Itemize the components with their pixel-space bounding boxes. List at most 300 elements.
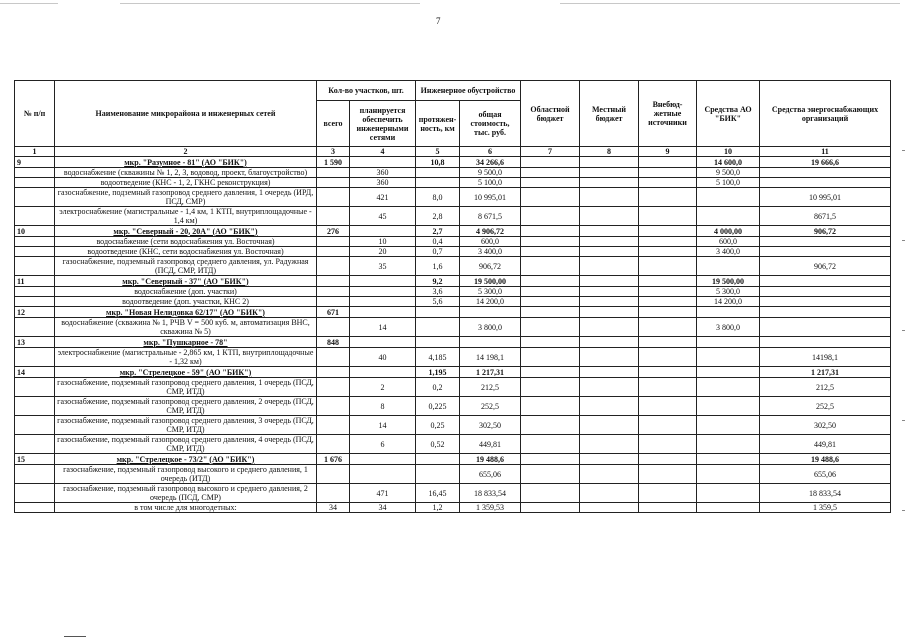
length-cell: 10,8 bbox=[416, 157, 460, 168]
local-budget-cell bbox=[580, 416, 639, 435]
row-number-cell bbox=[15, 318, 55, 337]
local-budget-cell bbox=[580, 157, 639, 168]
local-budget-cell bbox=[580, 247, 639, 257]
name-cell: электроснабжение (магистральные - 1,4 км, 1 КТП, внутриплощадочные - 1,4 км) bbox=[55, 207, 317, 226]
regional-budget-cell bbox=[521, 307, 580, 318]
length-cell: 1,6 bbox=[416, 257, 460, 276]
total-plots-cell bbox=[317, 318, 350, 337]
local-budget-cell bbox=[580, 465, 639, 484]
length-cell: 1,2 bbox=[416, 503, 460, 513]
energy-funds-cell: 14198,1 bbox=[760, 348, 891, 367]
planned-plots-cell bbox=[350, 367, 416, 378]
regional-budget-cell bbox=[521, 287, 580, 297]
name-cell: мкр. "Стрелецкое - 73/2" (АО "БИК") bbox=[55, 454, 317, 465]
bik-funds-cell bbox=[697, 378, 760, 397]
bik-funds-cell bbox=[697, 435, 760, 454]
name-cell: мкр. "Пушкарное - 78" bbox=[55, 337, 317, 348]
energy-funds-cell bbox=[760, 178, 891, 188]
table-row bbox=[15, 188, 891, 207]
cost-cell: 4 906,72 bbox=[460, 226, 521, 237]
length-cell bbox=[416, 318, 460, 337]
length-cell: 1,195 bbox=[416, 367, 460, 378]
table-row bbox=[15, 237, 891, 247]
local-budget-cell bbox=[580, 226, 639, 237]
energy-funds-cell: 212,5 bbox=[760, 378, 891, 397]
column-number-row bbox=[15, 147, 891, 157]
length-cell: 4,185 bbox=[416, 348, 460, 367]
header-energy-funds: Средства энергоснабжающих организаций bbox=[760, 81, 891, 147]
planned-plots-cell: 14 bbox=[350, 318, 416, 337]
extra-budget-cell bbox=[639, 397, 697, 416]
row-number-cell: 11 bbox=[15, 276, 55, 287]
table-row bbox=[15, 484, 891, 503]
length-cell: 0,52 bbox=[416, 435, 460, 454]
energy-funds-cell bbox=[760, 318, 891, 337]
table-row bbox=[15, 367, 891, 378]
local-budget-cell bbox=[580, 297, 639, 307]
row-number-cell: 15 bbox=[15, 454, 55, 465]
energy-funds-cell: 252,5 bbox=[760, 397, 891, 416]
table-row bbox=[15, 416, 891, 435]
regional-budget-cell bbox=[521, 367, 580, 378]
extra-budget-cell bbox=[639, 157, 697, 168]
table-row bbox=[15, 276, 891, 287]
cost-cell: 9 500,0 bbox=[460, 168, 521, 178]
name-cell: водоснабжение (сети водоснабжения ул. Восточная) bbox=[55, 237, 317, 247]
bik-funds-cell bbox=[697, 188, 760, 207]
local-budget-cell bbox=[580, 503, 639, 513]
row-number-cell bbox=[15, 287, 55, 297]
bik-funds-cell bbox=[697, 348, 760, 367]
cost-cell: 14 198,1 bbox=[460, 348, 521, 367]
energy-funds-cell: 906,72 bbox=[760, 226, 891, 237]
regional-budget-cell bbox=[521, 247, 580, 257]
cost-cell: 14 200,0 bbox=[460, 297, 521, 307]
cost-cell: 655,06 bbox=[460, 465, 521, 484]
energy-funds-cell: 19 666,6 bbox=[760, 157, 891, 168]
name-cell: газоснабжение, подземный газопровод высокого и среднего давления, 2 очередь (ПСД, СМР) bbox=[55, 484, 317, 503]
header-name: Наименование микрорайона и инженерных сетей bbox=[55, 81, 317, 147]
column-number-cell: 4 bbox=[350, 147, 416, 157]
extra-budget-cell bbox=[639, 257, 697, 276]
length-cell: 8,0 bbox=[416, 188, 460, 207]
column-number-cell: 6 bbox=[460, 147, 521, 157]
column-number-cell: 1 bbox=[15, 147, 55, 157]
column-number-cell: 10 bbox=[697, 147, 760, 157]
table-row bbox=[15, 207, 891, 226]
total-plots-cell bbox=[317, 348, 350, 367]
regional-budget-cell bbox=[521, 207, 580, 226]
regional-budget-cell bbox=[521, 257, 580, 276]
table-row bbox=[15, 307, 891, 318]
table-row bbox=[15, 178, 891, 188]
name-cell: мкр. "Новая Нелидовка 62/17" (АО "БИК") bbox=[55, 307, 317, 318]
bik-funds-cell: 5 300,0 bbox=[697, 287, 760, 297]
cost-cell: 18 833,54 bbox=[460, 484, 521, 503]
extra-budget-cell bbox=[639, 378, 697, 397]
cost-cell: 3 800,0 bbox=[460, 318, 521, 337]
bik-funds-cell: 14 200,0 bbox=[697, 297, 760, 307]
extra-budget-cell bbox=[639, 237, 697, 247]
name-cell: водоотведение (КНС, сети водоснабжения ул. Восточная) bbox=[55, 247, 317, 257]
cost-cell: 5 300,0 bbox=[460, 287, 521, 297]
cost-cell: 1 217,31 bbox=[460, 367, 521, 378]
total-plots-cell bbox=[317, 484, 350, 503]
energy-funds-cell: 906,72 bbox=[760, 257, 891, 276]
local-budget-cell bbox=[580, 276, 639, 287]
regional-budget-cell bbox=[521, 435, 580, 454]
total-plots-cell bbox=[317, 188, 350, 207]
extra-budget-cell bbox=[639, 416, 697, 435]
table-body bbox=[15, 157, 891, 513]
regional-budget-cell bbox=[521, 226, 580, 237]
length-cell: 0,25 bbox=[416, 416, 460, 435]
header-bik-funds: Средства АО "БИК" bbox=[697, 81, 760, 147]
infrastructure-table bbox=[14, 80, 891, 513]
total-plots-cell bbox=[317, 247, 350, 257]
header-plots-group: Кол-во участков, шт. bbox=[317, 81, 416, 101]
regional-budget-cell bbox=[521, 237, 580, 247]
bik-funds-cell bbox=[697, 503, 760, 513]
local-budget-cell bbox=[580, 287, 639, 297]
bik-funds-cell bbox=[697, 337, 760, 348]
header-cost: общая стоимость, тыс. руб. bbox=[460, 101, 521, 147]
name-cell: мкр. "Северный - 37" (АО "БИК") bbox=[55, 276, 317, 287]
energy-funds-cell bbox=[760, 287, 891, 297]
planned-plots-cell: 40 bbox=[350, 348, 416, 367]
extra-budget-cell bbox=[639, 226, 697, 237]
row-number-cell bbox=[15, 168, 55, 178]
energy-funds-cell: 18 833,54 bbox=[760, 484, 891, 503]
local-budget-cell bbox=[580, 318, 639, 337]
regional-budget-cell bbox=[521, 454, 580, 465]
regional-budget-cell bbox=[521, 297, 580, 307]
length-cell: 9,2 bbox=[416, 276, 460, 287]
extra-budget-cell bbox=[639, 337, 697, 348]
bottom-rule bbox=[64, 636, 86, 637]
energy-funds-cell bbox=[760, 237, 891, 247]
planned-plots-cell: 10 bbox=[350, 237, 416, 247]
row-number-cell bbox=[15, 378, 55, 397]
page-number: 7 bbox=[436, 16, 441, 26]
total-plots-cell: 1 676 bbox=[317, 454, 350, 465]
planned-plots-cell bbox=[350, 307, 416, 318]
length-cell: 16,45 bbox=[416, 484, 460, 503]
total-plots-cell bbox=[317, 168, 350, 178]
extra-budget-cell bbox=[639, 178, 697, 188]
energy-funds-cell bbox=[760, 307, 891, 318]
regional-budget-cell bbox=[521, 157, 580, 168]
length-cell bbox=[416, 337, 460, 348]
extra-budget-cell bbox=[639, 465, 697, 484]
regional-budget-cell bbox=[521, 378, 580, 397]
table-row bbox=[15, 465, 891, 484]
planned-plots-cell: 20 bbox=[350, 247, 416, 257]
cost-cell: 906,72 bbox=[460, 257, 521, 276]
column-number-cell: 5 bbox=[416, 147, 460, 157]
cost-cell: 3 400,0 bbox=[460, 247, 521, 257]
row-number-cell: 14 bbox=[15, 367, 55, 378]
row-number-cell bbox=[15, 416, 55, 435]
name-cell: в том числе для многодетных: bbox=[55, 503, 317, 513]
total-plots-cell bbox=[317, 367, 350, 378]
planned-plots-cell: 471 bbox=[350, 484, 416, 503]
extra-budget-cell bbox=[639, 348, 697, 367]
header-regional-budget: Областной бюджет bbox=[521, 81, 580, 147]
bik-funds-cell bbox=[697, 397, 760, 416]
planned-plots-cell: 2 bbox=[350, 378, 416, 397]
planned-plots-cell bbox=[350, 287, 416, 297]
header-planned: планируется обеспечить инженерными сетями bbox=[350, 101, 416, 147]
column-number-cell: 7 bbox=[521, 147, 580, 157]
name-cell: водоотведение (КНС - 1, 2, ГКНС реконструкция) bbox=[55, 178, 317, 188]
row-number-cell bbox=[15, 257, 55, 276]
planned-plots-cell: 35 bbox=[350, 257, 416, 276]
extra-budget-cell bbox=[639, 367, 697, 378]
regional-budget-cell bbox=[521, 318, 580, 337]
cost-cell bbox=[460, 337, 521, 348]
regional-budget-cell bbox=[521, 465, 580, 484]
length-cell: 2,7 bbox=[416, 226, 460, 237]
local-budget-cell bbox=[580, 178, 639, 188]
header-engineering-group: Инженерное обустройство bbox=[416, 81, 521, 101]
local-budget-cell bbox=[580, 348, 639, 367]
regional-budget-cell bbox=[521, 416, 580, 435]
column-number-cell: 8 bbox=[580, 147, 639, 157]
header-length: протяжен-ность, км bbox=[416, 101, 460, 147]
regional-budget-cell bbox=[521, 188, 580, 207]
top-rule-left bbox=[0, 3, 58, 4]
regional-budget-cell bbox=[521, 397, 580, 416]
length-cell: 3,6 bbox=[416, 287, 460, 297]
table-row bbox=[15, 287, 891, 297]
table-row bbox=[15, 157, 891, 168]
row-number-cell: 13 bbox=[15, 337, 55, 348]
row-number-cell bbox=[15, 247, 55, 257]
extra-budget-cell bbox=[639, 435, 697, 454]
total-plots-cell bbox=[317, 276, 350, 287]
name-cell: водоотведение (доп. участки, КНС 2) bbox=[55, 297, 317, 307]
length-cell: 0,225 bbox=[416, 397, 460, 416]
energy-funds-cell bbox=[760, 337, 891, 348]
planned-plots-cell: 360 bbox=[350, 168, 416, 178]
header-num: № п/п bbox=[15, 81, 55, 147]
name-cell: газоснабжение, подземный газопровод высокого и среднего давления, 1 очередь (ИТД) bbox=[55, 465, 317, 484]
row-number-cell bbox=[15, 178, 55, 188]
local-budget-cell bbox=[580, 378, 639, 397]
row-number-cell bbox=[15, 237, 55, 247]
bik-funds-cell bbox=[697, 484, 760, 503]
header-extra-budget: Внебюд-жетные источники bbox=[639, 81, 697, 147]
extra-budget-cell bbox=[639, 503, 697, 513]
bik-funds-cell bbox=[697, 454, 760, 465]
name-cell: водоснабжение (скважина № 1, РЧВ V = 500 куб. м, автоматизация ВНС, скважина № 5) bbox=[55, 318, 317, 337]
cost-cell: 600,0 bbox=[460, 237, 521, 247]
bik-funds-cell: 3 800,0 bbox=[697, 318, 760, 337]
length-cell: 0,7 bbox=[416, 247, 460, 257]
length-cell: 0,2 bbox=[416, 378, 460, 397]
row-number-cell bbox=[15, 207, 55, 226]
energy-funds-cell bbox=[760, 297, 891, 307]
table-row bbox=[15, 168, 891, 178]
name-cell: мкр. "Северный - 20, 20А" (АО "БИК") bbox=[55, 226, 317, 237]
planned-plots-cell: 421 bbox=[350, 188, 416, 207]
bik-funds-cell bbox=[697, 307, 760, 318]
bik-funds-cell bbox=[697, 416, 760, 435]
total-plots-cell bbox=[317, 297, 350, 307]
planned-plots-cell: 360 bbox=[350, 178, 416, 188]
name-cell: электроснабжение (магистральные - 2,865 км, 1 КТП, внутриплощадочные - 1,32 км) bbox=[55, 348, 317, 367]
local-budget-cell bbox=[580, 307, 639, 318]
length-cell: 0,4 bbox=[416, 237, 460, 247]
total-plots-cell bbox=[317, 416, 350, 435]
length-cell: 2,8 bbox=[416, 207, 460, 226]
bik-funds-cell: 14 600,0 bbox=[697, 157, 760, 168]
length-cell bbox=[416, 307, 460, 318]
cost-cell: 34 266,6 bbox=[460, 157, 521, 168]
column-number-cell: 9 bbox=[639, 147, 697, 157]
energy-funds-cell bbox=[760, 247, 891, 257]
name-cell: мкр. "Стрелецкое - 59" (АО "БИК") bbox=[55, 367, 317, 378]
table-row bbox=[15, 454, 891, 465]
extra-budget-cell bbox=[639, 207, 697, 226]
row-number-cell bbox=[15, 465, 55, 484]
total-plots-cell bbox=[317, 178, 350, 188]
name-cell: газоснабжение, подземный газопровод среднего давления, 4 очередь (ПСД, СМР, ИТД) bbox=[55, 435, 317, 454]
name-cell: мкр. "Разумное - 81" (АО "БИК") bbox=[55, 157, 317, 168]
cost-cell: 19 500,00 bbox=[460, 276, 521, 287]
energy-funds-cell: 302,50 bbox=[760, 416, 891, 435]
local-budget-cell bbox=[580, 435, 639, 454]
length-cell bbox=[416, 465, 460, 484]
local-budget-cell bbox=[580, 367, 639, 378]
total-plots-cell: 34 bbox=[317, 503, 350, 513]
local-budget-cell bbox=[580, 397, 639, 416]
extra-budget-cell bbox=[639, 247, 697, 257]
energy-funds-cell: 1 217,31 bbox=[760, 367, 891, 378]
column-number-cell: 2 bbox=[55, 147, 317, 157]
energy-funds-cell: 1 359,5 bbox=[760, 503, 891, 513]
planned-plots-cell: 6 bbox=[350, 435, 416, 454]
total-plots-cell: 276 bbox=[317, 226, 350, 237]
cost-cell: 5 100,0 bbox=[460, 178, 521, 188]
column-number-cell: 11 bbox=[760, 147, 891, 157]
planned-plots-cell bbox=[350, 465, 416, 484]
regional-budget-cell bbox=[521, 503, 580, 513]
bik-funds-cell: 9 500,0 bbox=[697, 168, 760, 178]
planned-plots-cell: 8 bbox=[350, 397, 416, 416]
extra-budget-cell bbox=[639, 454, 697, 465]
bik-funds-cell: 19 500,00 bbox=[697, 276, 760, 287]
bik-funds-cell bbox=[697, 207, 760, 226]
total-plots-cell bbox=[317, 465, 350, 484]
table-row bbox=[15, 435, 891, 454]
local-budget-cell bbox=[580, 168, 639, 178]
name-cell: газоснабжение, подземный газопровод среднего давления, ул. Радужная (ПСД, СМР, ИТД) bbox=[55, 257, 317, 276]
local-budget-cell bbox=[580, 207, 639, 226]
bik-funds-cell: 5 100,0 bbox=[697, 178, 760, 188]
local-budget-cell bbox=[580, 257, 639, 276]
planned-plots-cell bbox=[350, 276, 416, 287]
regional-budget-cell bbox=[521, 168, 580, 178]
table-row bbox=[15, 297, 891, 307]
extra-budget-cell bbox=[639, 168, 697, 178]
table-row bbox=[15, 318, 891, 337]
table-row bbox=[15, 503, 891, 513]
row-number-cell bbox=[15, 503, 55, 513]
table-row bbox=[15, 348, 891, 367]
length-cell bbox=[416, 178, 460, 188]
cost-cell: 212,5 bbox=[460, 378, 521, 397]
name-cell: газоснабжение, подземный газопровод среднего давления, 1 очередь (ПСД, СМР, ИТД) bbox=[55, 378, 317, 397]
planned-plots-cell: 14 bbox=[350, 416, 416, 435]
extra-budget-cell bbox=[639, 276, 697, 287]
regional-budget-cell bbox=[521, 276, 580, 287]
regional-budget-cell bbox=[521, 348, 580, 367]
total-plots-cell bbox=[317, 397, 350, 416]
cost-cell: 302,50 bbox=[460, 416, 521, 435]
local-budget-cell bbox=[580, 237, 639, 247]
bik-funds-cell bbox=[697, 465, 760, 484]
bik-funds-cell bbox=[697, 257, 760, 276]
energy-funds-cell: 449,81 bbox=[760, 435, 891, 454]
length-cell: 5,6 bbox=[416, 297, 460, 307]
total-plots-cell bbox=[317, 435, 350, 454]
total-plots-cell bbox=[317, 207, 350, 226]
local-budget-cell bbox=[580, 484, 639, 503]
cost-cell: 19 488,6 bbox=[460, 454, 521, 465]
name-cell: водоснабжение (скважины № 1, 2, 3, водовод, проект, благоустройство) bbox=[55, 168, 317, 178]
regional-budget-cell bbox=[521, 484, 580, 503]
planned-plots-cell bbox=[350, 454, 416, 465]
table-row bbox=[15, 226, 891, 237]
total-plots-cell bbox=[317, 378, 350, 397]
cost-cell bbox=[460, 307, 521, 318]
planned-plots-cell: 45 bbox=[350, 207, 416, 226]
length-cell bbox=[416, 454, 460, 465]
row-number-cell bbox=[15, 397, 55, 416]
table-row bbox=[15, 378, 891, 397]
energy-funds-cell: 10 995,01 bbox=[760, 188, 891, 207]
cost-cell: 449,81 bbox=[460, 435, 521, 454]
local-budget-cell bbox=[580, 337, 639, 348]
energy-funds-cell: 655,06 bbox=[760, 465, 891, 484]
total-plots-cell: 671 bbox=[317, 307, 350, 318]
column-number-cell: 3 bbox=[317, 147, 350, 157]
row-number-cell bbox=[15, 188, 55, 207]
total-plots-cell: 848 bbox=[317, 337, 350, 348]
length-cell bbox=[416, 168, 460, 178]
bik-funds-cell: 3 400,0 bbox=[697, 247, 760, 257]
local-budget-cell bbox=[580, 454, 639, 465]
total-plots-cell bbox=[317, 287, 350, 297]
extra-budget-cell bbox=[639, 188, 697, 207]
name-cell: водоснабжение (доп. участки) bbox=[55, 287, 317, 297]
extra-budget-cell bbox=[639, 484, 697, 503]
table-row bbox=[15, 247, 891, 257]
name-cell: газоснабжение, подземный газопровод среднего давления, 2 очередь (ПСД, СМР, ИТД) bbox=[55, 397, 317, 416]
row-number-cell bbox=[15, 435, 55, 454]
planned-plots-cell: 34 bbox=[350, 503, 416, 513]
row-number-cell bbox=[15, 484, 55, 503]
row-number-cell bbox=[15, 297, 55, 307]
top-rule-right bbox=[560, 3, 900, 4]
header-total: всего bbox=[317, 101, 350, 147]
energy-funds-cell: 8671,5 bbox=[760, 207, 891, 226]
total-plots-cell bbox=[317, 237, 350, 247]
table-row bbox=[15, 397, 891, 416]
cost-cell: 1 359,53 bbox=[460, 503, 521, 513]
